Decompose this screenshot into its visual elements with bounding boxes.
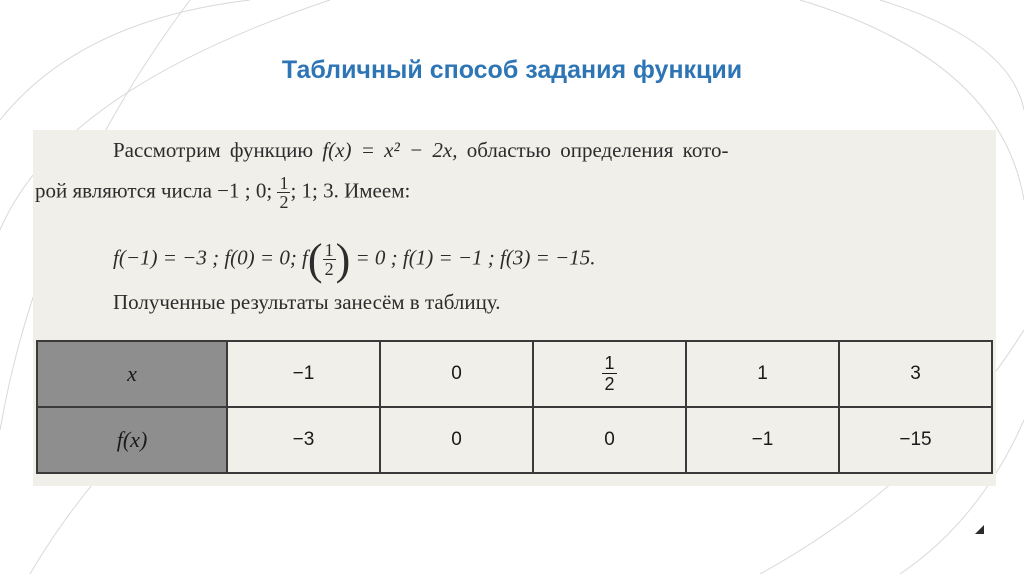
table-cell: −1 <box>686 407 839 473</box>
line3-part2: = 0 ; f(1) = −1 ; f(3) = −15. <box>355 245 596 270</box>
fraction-denominator: 2 <box>279 192 289 212</box>
fraction-half <box>277 174 290 211</box>
fraction-numerator: 1 <box>324 240 334 260</box>
line2-prefix: рой являются числа −1 ; 0; <box>35 178 273 203</box>
left-paren: ( <box>307 235 323 284</box>
line1-suffix: областью определения кото- <box>466 138 729 162</box>
table-cell: 1 <box>686 341 839 407</box>
textbook-excerpt <box>33 130 996 486</box>
fraction-half-arg <box>323 241 336 278</box>
text-line-3 <box>113 234 595 285</box>
table-cell: −15 <box>839 407 992 473</box>
table-row-x <box>37 341 992 407</box>
table-cell: 0 <box>533 407 686 473</box>
right-paren: ) <box>335 235 351 284</box>
table-cell-fraction <box>533 341 686 407</box>
table-cell: 0 <box>380 407 533 473</box>
corner-triangle-icon <box>975 525 984 534</box>
text-line-2 <box>35 174 410 211</box>
fraction-denominator: 2 <box>604 373 615 394</box>
fraction-half-cell <box>602 353 616 394</box>
table-cell: −1 <box>227 341 380 407</box>
fraction-denominator: 2 <box>324 259 334 279</box>
line1-formula: f(x) = x² − 2x, <box>322 138 458 162</box>
fraction-numerator: 1 <box>279 173 289 193</box>
row-header-x: x <box>37 341 227 407</box>
line1-prefix: Рассмотрим функцию <box>113 138 314 162</box>
function-table <box>36 340 993 474</box>
table-row-fx <box>37 407 992 473</box>
table-cell: 3 <box>839 341 992 407</box>
table-cell: 0 <box>380 341 533 407</box>
fraction-numerator: 1 <box>604 352 615 373</box>
row-header-fx: f(x) <box>37 407 227 473</box>
slide-title: Табличный способ задания функции <box>281 56 743 84</box>
text-line-4: Полученные результаты занесём в таблицу. <box>113 290 501 314</box>
line3-part1: f(−1) = −3 ; f(0) = 0; f <box>113 245 308 270</box>
line2-suffix: ; 1; 3. Имеем: <box>290 178 411 203</box>
text-line-1 <box>113 138 728 163</box>
table-cell: −3 <box>227 407 380 473</box>
